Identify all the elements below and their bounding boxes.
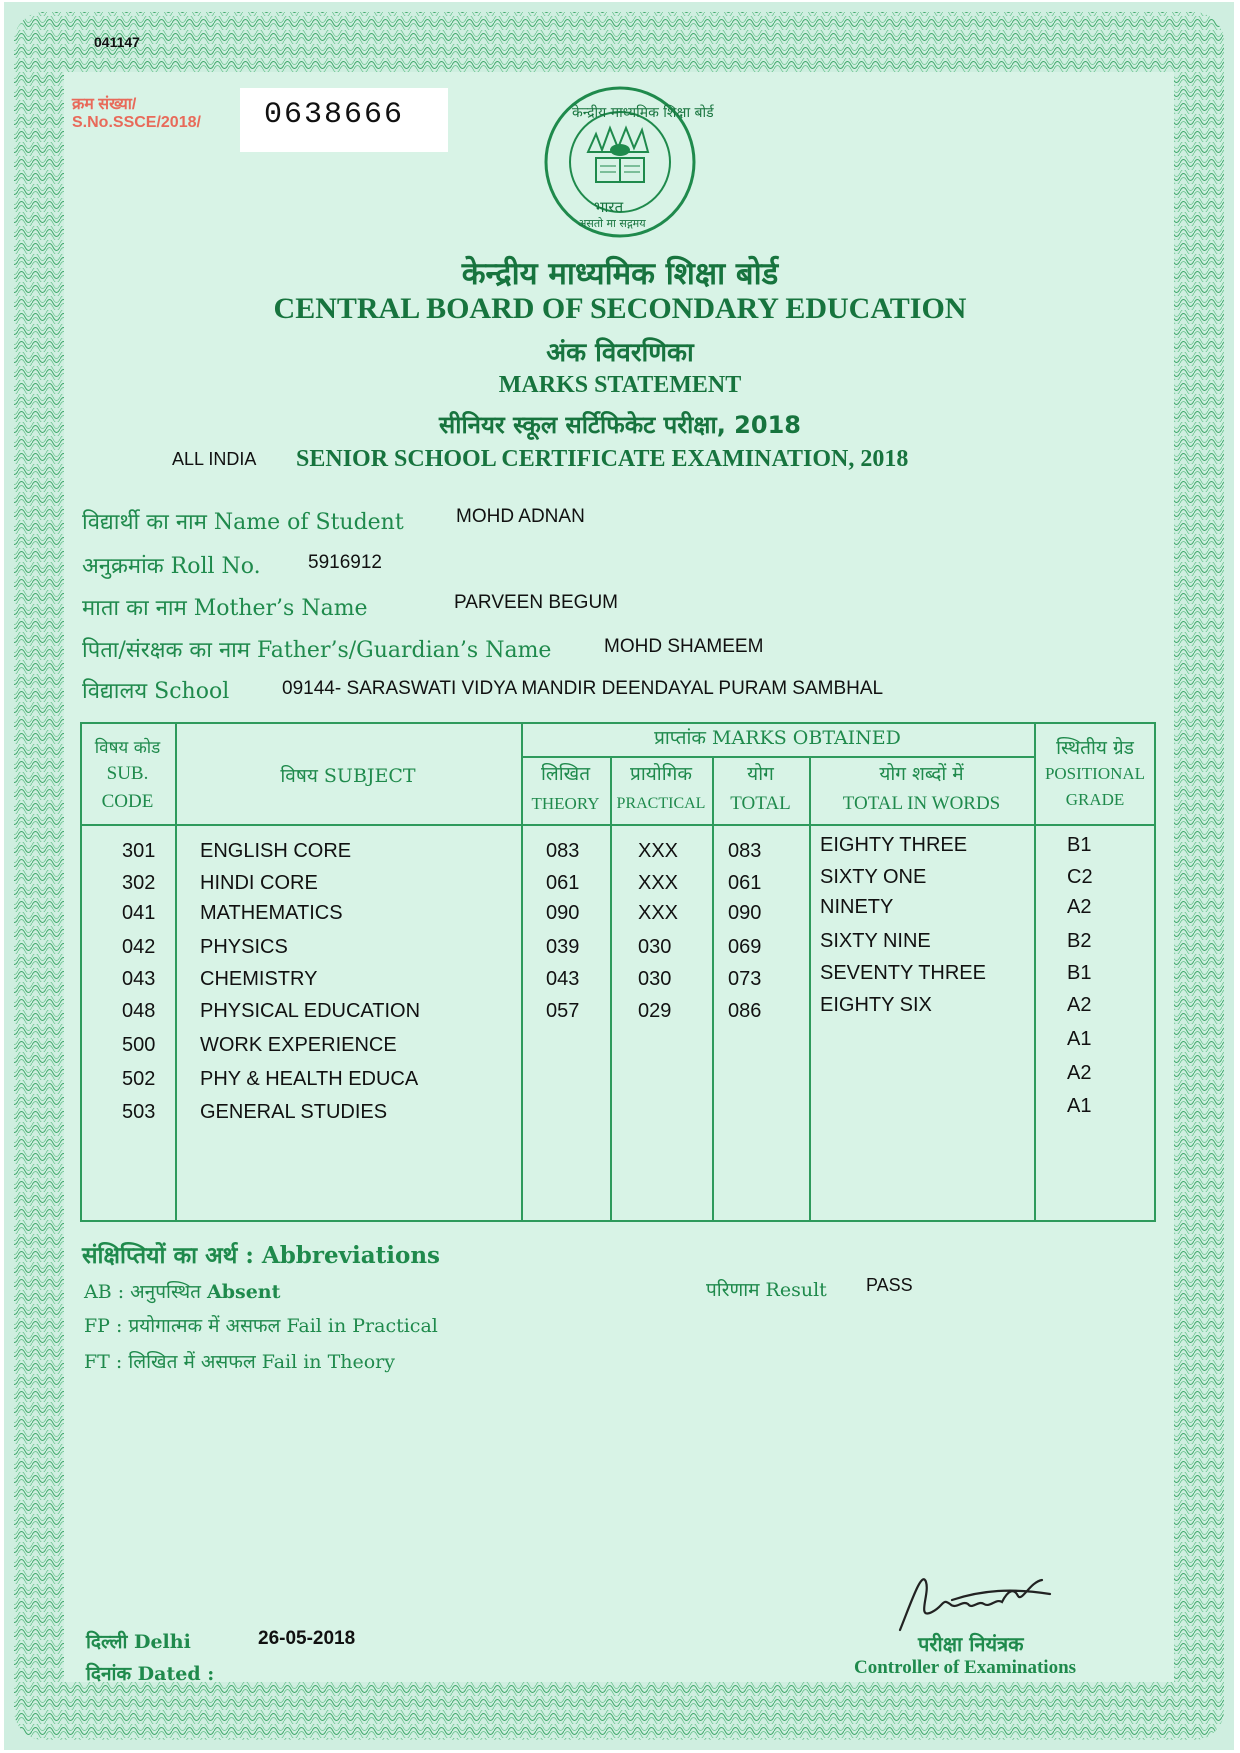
school-label: विद्यालय School xyxy=(82,679,230,704)
header-code-sub: SUB. xyxy=(106,763,149,784)
table-divider xyxy=(712,758,714,1222)
seal-top-text: केन्द्रीय माध्यमिक शिक्षा बोर्ड xyxy=(572,105,714,121)
student-name: MOHD ADNAN xyxy=(456,506,585,527)
row-subject: HINDI CORE xyxy=(200,872,318,894)
row-code: 500 xyxy=(122,1034,156,1056)
row-code: 042 xyxy=(122,936,156,958)
issue-date: 26-05-2018 xyxy=(258,1628,356,1649)
board-name-hindi: केन्द्रीय माध्यमिक शिक्षा बोर्ड xyxy=(461,256,779,292)
row-code: 302 xyxy=(122,872,156,894)
row-subject: WORK EXPERIENCE xyxy=(200,1034,397,1056)
row-grade: A1 xyxy=(1067,1028,1092,1050)
header-total-hindi: योग xyxy=(747,763,774,785)
row-practical: XXX xyxy=(638,872,679,894)
table-divider xyxy=(809,758,811,1222)
row-total-words: SIXTY ONE xyxy=(820,866,927,888)
mother-name-label: माता का नाम Mother’s Name xyxy=(82,596,368,621)
row-total: 083 xyxy=(728,840,762,862)
date-label: दिनांक Dated : xyxy=(86,1663,215,1685)
row-total-words: SIXTY NINE xyxy=(820,930,931,952)
row-grade: B1 xyxy=(1067,834,1092,856)
row-total: 069 xyxy=(728,936,762,958)
row-code: 503 xyxy=(122,1101,156,1123)
row-theory: 057 xyxy=(546,1000,580,1022)
row-grade: A2 xyxy=(1067,1062,1092,1084)
table-divider xyxy=(521,756,1036,758)
exam-scope: ALL INDIA xyxy=(172,449,257,469)
signature-icon xyxy=(892,1560,1062,1640)
student-name-label: विद्यार्थी का नाम Name of Student xyxy=(82,510,404,535)
roll-number-label: अनुक्रमांक Roll No. xyxy=(82,554,261,579)
header-theory: THEORY xyxy=(531,794,600,813)
row-practical: XXX xyxy=(638,902,679,924)
abbrev-absent-text: Absent xyxy=(206,1281,281,1303)
serial-label: S.No.SSCE/2018/ xyxy=(72,114,201,131)
row-total: 090 xyxy=(728,902,762,924)
row-code: 502 xyxy=(122,1068,156,1090)
father-name-label: पिता/संरक्षक का नाम Father’s/Guardian’s Name xyxy=(82,638,552,663)
table-divider xyxy=(175,722,177,1222)
row-total: 073 xyxy=(728,968,762,990)
row-total: 061 xyxy=(728,872,762,894)
header-code: CODE xyxy=(101,791,154,812)
row-theory: 061 xyxy=(546,872,580,894)
header-grade-hindi: स्थितीय ग्रेड xyxy=(1056,737,1134,759)
header-theory-hindi: लिखित xyxy=(540,763,591,785)
abbrev-fail-theory: FT : लिखित में असफल Fail in Theory xyxy=(84,1351,395,1373)
row-theory: 043 xyxy=(546,968,580,990)
row-practical: XXX xyxy=(638,840,679,862)
header-practical: PRACTICAL xyxy=(616,795,706,812)
signatory: Controller of Examinations xyxy=(854,1657,1077,1678)
header-words-hindi: योग शब्दों में xyxy=(879,763,964,785)
header-grade-positional: POSITIONAL xyxy=(1044,764,1146,783)
exam-title-hindi: सीनियर स्कूल सर्टिफिकेट परीक्षा, 2018 xyxy=(439,411,801,439)
result-label: परिणाम Result xyxy=(706,1279,827,1301)
statement-title: MARKS STATEMENT xyxy=(498,372,742,398)
header-practical-hindi: प्रायोगिक xyxy=(630,763,692,785)
row-subject: GENERAL STUDIES xyxy=(200,1101,388,1123)
row-grade: A2 xyxy=(1067,896,1092,918)
row-total-words: EIGHTY THREE xyxy=(820,834,968,856)
abbrev-fail-practical: FP : प्रयोगात्मक में असफल Fail in Practical xyxy=(84,1315,438,1337)
school-name: 09144- SARASWATI VIDYA MANDIR DEENDAYAL PURAM SAMBHAL xyxy=(282,678,884,699)
row-subject: ENGLISH CORE xyxy=(200,840,352,862)
abbrev-absent-code: AB : अनुपस्थित xyxy=(84,1281,201,1303)
place: दिल्ली Delhi xyxy=(86,1631,191,1653)
row-theory: 083 xyxy=(546,840,580,862)
row-theory: 039 xyxy=(546,936,580,958)
seal-motto: असतो मा सद्गमय xyxy=(578,217,646,230)
row-subject: PHY & HEALTH EDUCA xyxy=(200,1068,419,1090)
exam-title: SENIOR SCHOOL CERTIFICATE EXAMINATION, 2018 xyxy=(296,446,909,472)
serial-number-box xyxy=(240,88,448,152)
row-practical: 029 xyxy=(638,1000,672,1022)
table-divider xyxy=(610,758,612,1222)
row-practical: 030 xyxy=(638,968,672,990)
header-code-hindi: विषय कोड xyxy=(94,738,161,758)
statement-title-hindi: अंक विवरणिका xyxy=(546,338,694,368)
row-code: 041 xyxy=(122,902,156,924)
row-code: 043 xyxy=(122,968,156,990)
result-value: PASS xyxy=(866,1275,913,1295)
row-subject: PHYSICAL EDUCATION xyxy=(200,1000,421,1022)
row-grade: B1 xyxy=(1067,962,1092,984)
header-subject: विषय SUBJECT xyxy=(280,765,416,787)
row-code: 301 xyxy=(122,840,156,862)
row-grade: C2 xyxy=(1067,866,1093,888)
row-code: 048 xyxy=(122,1000,156,1022)
header-total: TOTAL xyxy=(730,793,791,814)
seal-country: भारत xyxy=(594,198,624,216)
row-grade: B2 xyxy=(1067,930,1092,952)
serial-label-hindi: क्रम संख्या/ xyxy=(72,96,137,113)
father-name: MOHD SHAMEEM xyxy=(604,636,764,657)
row-subject: CHEMISTRY xyxy=(200,968,318,990)
row-total-words: NINETY xyxy=(820,896,894,918)
row-practical: 030 xyxy=(638,936,672,958)
row-grade: A2 xyxy=(1067,994,1092,1016)
table-divider xyxy=(80,824,1156,826)
mother-name: PARVEEN BEGUM xyxy=(454,592,619,613)
row-total-words: EIGHTY SIX xyxy=(820,994,932,1016)
abbreviations-title: संक्षिप्तियों का अर्थ : Abbreviations xyxy=(82,1242,440,1269)
roll-number: 5916912 xyxy=(308,552,382,573)
board-name: CENTRAL BOARD OF SECONDARY EDUCATION xyxy=(273,292,967,325)
header-marks-obtained: प्राप्तांक MARKS OBTAINED xyxy=(654,727,901,749)
header-words: TOTAL IN WORDS xyxy=(842,793,1001,814)
row-total-words: SEVENTY THREE xyxy=(820,962,986,984)
serial-number: 0638666 xyxy=(264,98,405,132)
signatory-hindi: परीक्षा नियंत्रक xyxy=(918,1632,1024,1656)
abbrev-absent xyxy=(84,1278,280,1304)
row-subject: PHYSICS xyxy=(200,936,288,958)
row-total: 086 xyxy=(728,1000,762,1022)
header-grade: GRADE xyxy=(1065,790,1125,809)
row-subject: MATHEMATICS xyxy=(200,902,343,924)
document-id: 041147 xyxy=(94,34,140,50)
row-grade: A1 xyxy=(1067,1095,1092,1117)
row-theory: 090 xyxy=(546,902,580,924)
